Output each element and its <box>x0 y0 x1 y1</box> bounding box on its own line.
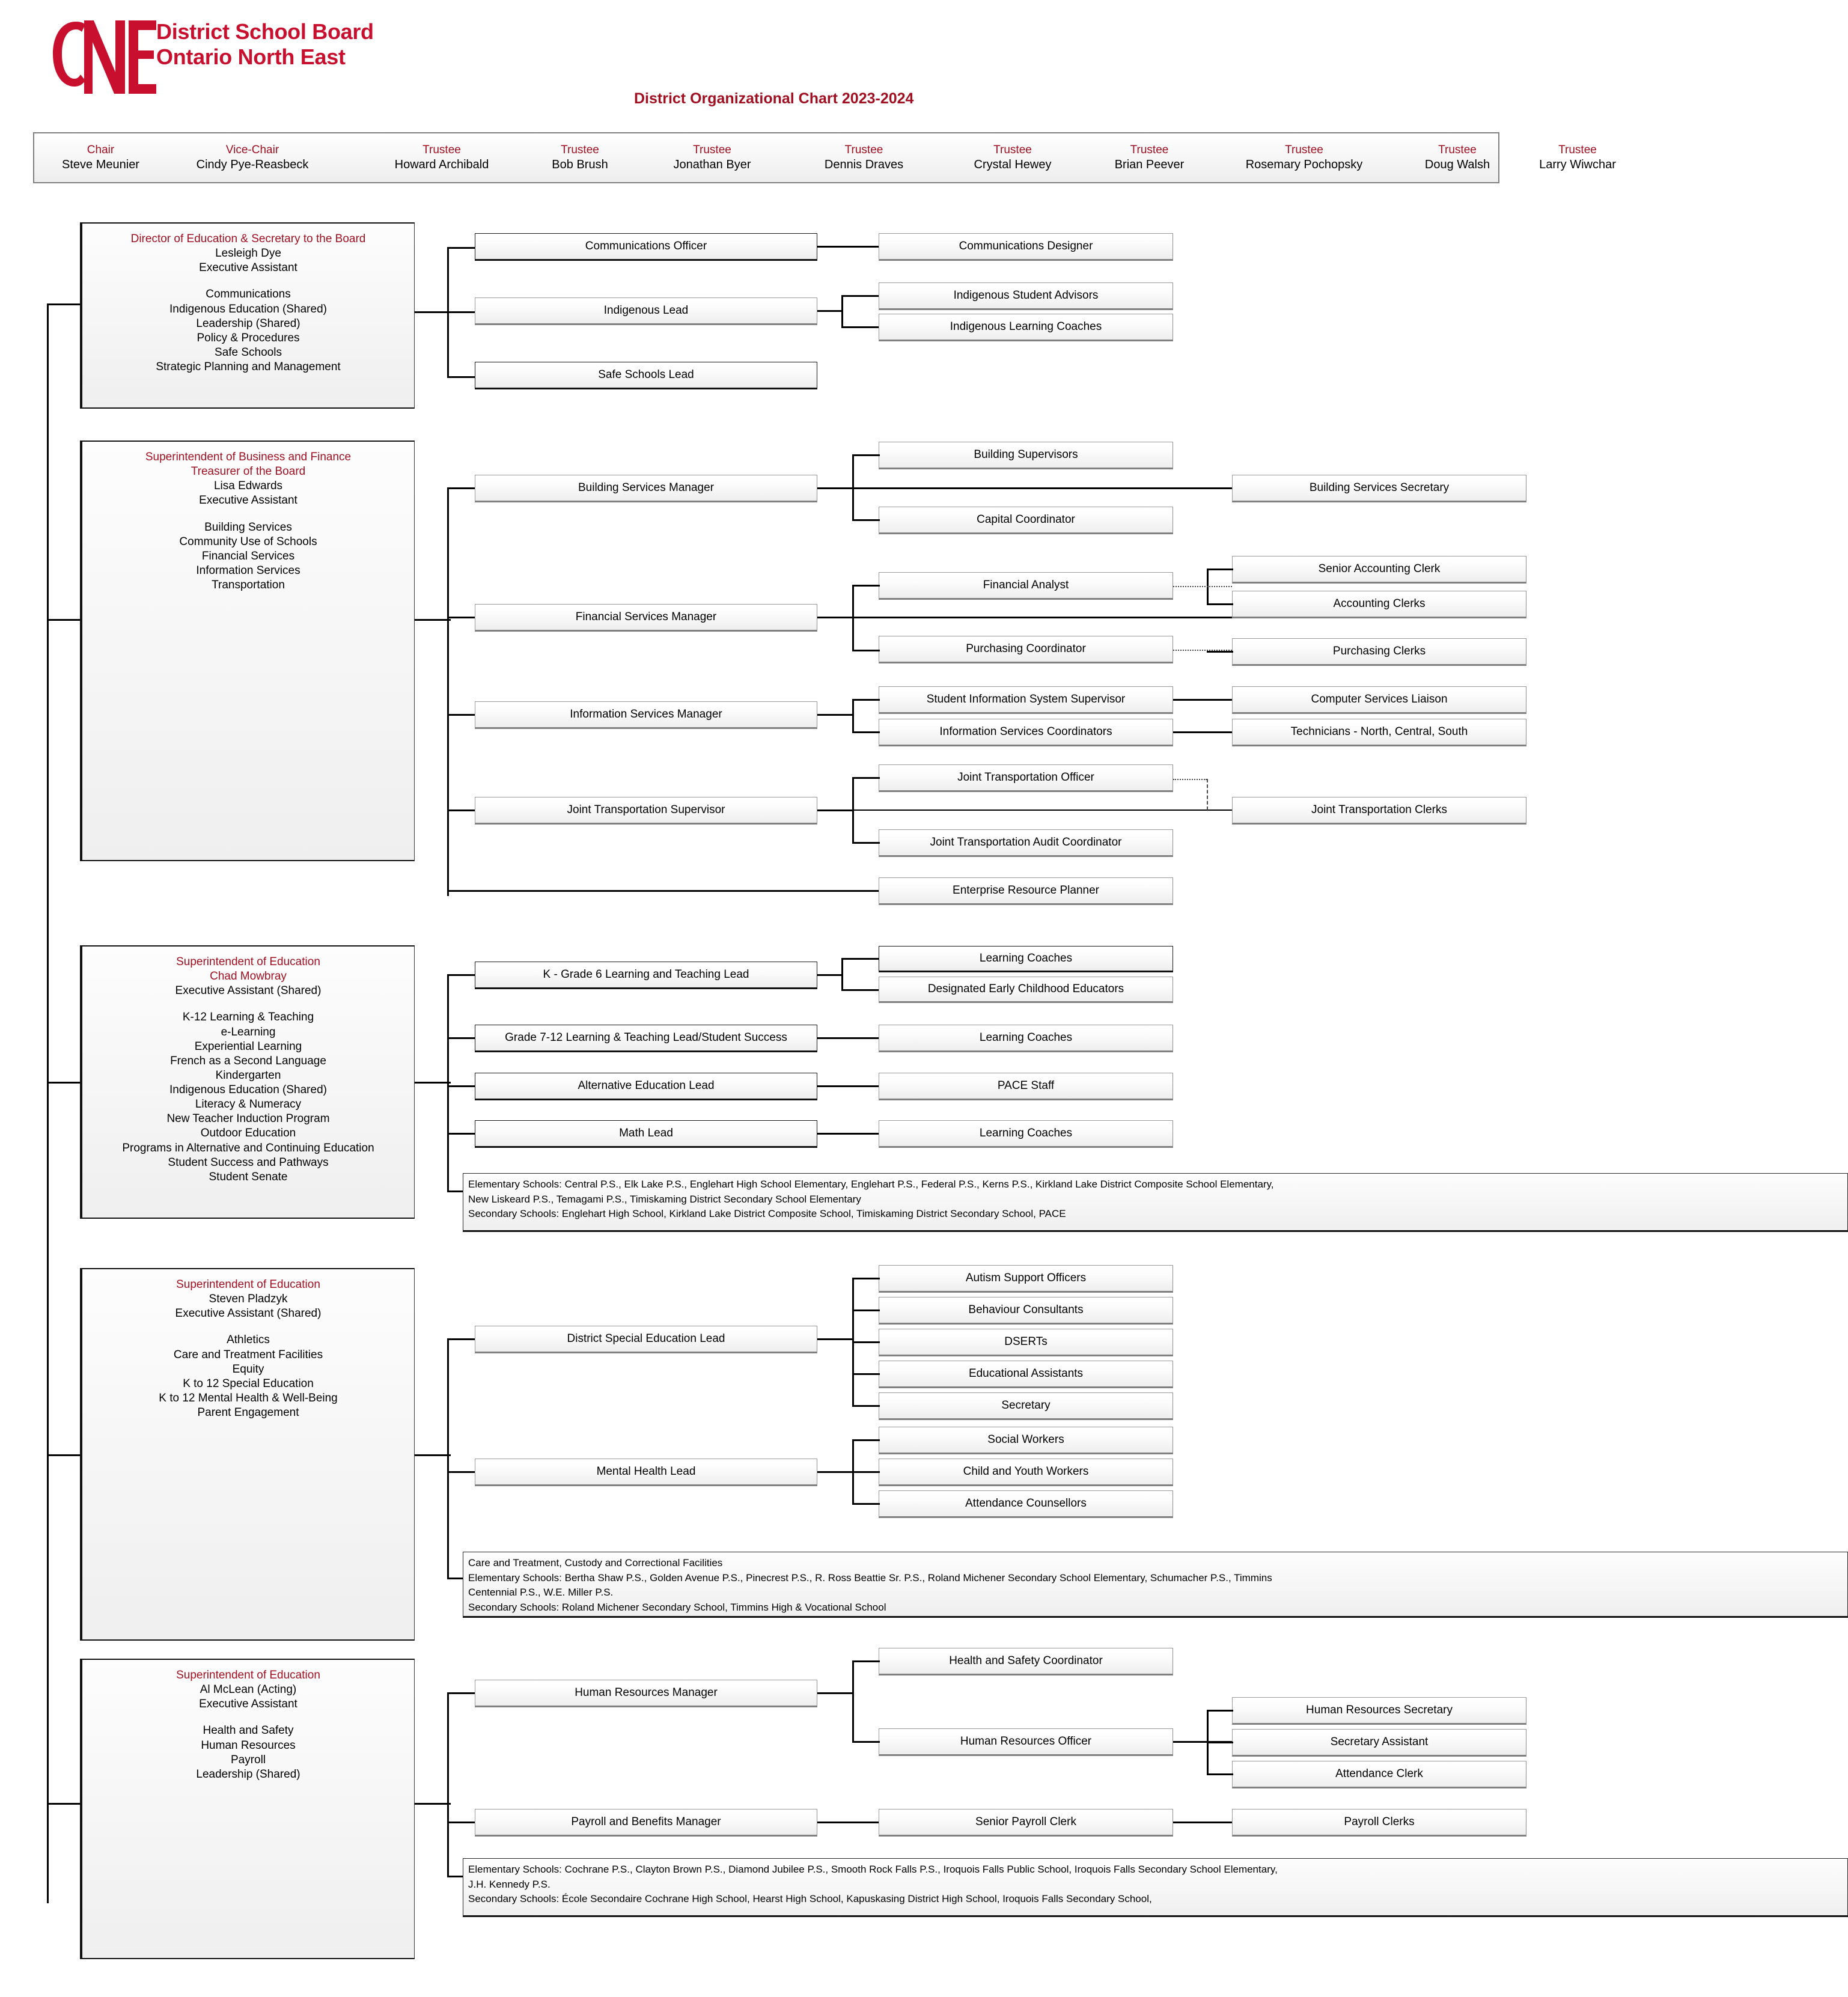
connector-line <box>1207 651 1233 653</box>
superintendent-person: Lisa Edwards <box>213 480 283 493</box>
connector-line <box>447 311 475 313</box>
connector-line <box>817 1037 879 1039</box>
portfolio-item: Programs in Alternative and Continuing Education <box>122 1141 374 1154</box>
connector-line <box>852 699 880 701</box>
node-dserts[interactable]: DSERTs <box>879 1329 1173 1356</box>
node-enterprise-resource-planner[interactable]: Enterprise Resource Planner <box>879 877 1173 905</box>
brand-line-1: District School Board <box>156 19 374 44</box>
portfolio-item: Leadership (Shared) <box>196 317 300 330</box>
superintendent-education-mclean-box[interactable] <box>80 1659 415 1959</box>
node-indigenous-learning-coaches[interactable]: Indigenous Learning Coaches <box>879 314 1173 341</box>
connector-line <box>47 1454 80 1456</box>
connector-line <box>447 1085 475 1087</box>
node-human-resources-officer[interactable]: Human Resources Officer <box>879 1728 1173 1756</box>
trustee-role: Trustee <box>1438 144 1477 157</box>
node-information-services-manager[interactable]: Information Services Manager <box>475 701 817 729</box>
superintendent-person: Executive Assistant <box>199 261 297 275</box>
connector-line <box>447 1037 475 1039</box>
node-secretary[interactable]: Secretary <box>879 1392 1173 1420</box>
connector-line <box>852 842 880 844</box>
trustee-bar <box>33 132 1616 183</box>
node-child-and-youth-workers[interactable]: Child and Youth Workers <box>879 1459 1173 1486</box>
connector-line <box>1207 1742 1233 1743</box>
trustee-7 <box>953 143 1073 172</box>
trustee-name: Bob Brush <box>552 157 608 171</box>
trustee-8 <box>1094 143 1205 172</box>
school-line-1: Care and Treatment, Custody and Correctional Facilities <box>468 1557 723 1569</box>
portfolio-item: Policy & Procedures <box>197 331 300 344</box>
connector-line <box>817 1692 853 1694</box>
node-mental-health-lead[interactable]: Mental Health Lead <box>475 1459 817 1486</box>
director-of-education-box[interactable] <box>80 222 415 409</box>
school-line-1: Elementary Schools: Central P.S., Elk Lake P.S., Englehart High School Elementary, Englehart P.S., Federal P.S., Kerns P.S., Kirkland Lake District Composite School Elementary, <box>468 1178 1274 1190</box>
connector-line <box>447 974 475 976</box>
school-line-2: Elementary Schools: Bertha Shaw P.S., Golden Avenue P.S., Pinecrest P.S., R. Ross Beattie Sr. P.S., Roland Michener Secondary School Elementary, Schumacher P.S., Timmins <box>468 1572 1272 1584</box>
trustee-6 <box>799 143 929 172</box>
node-human-resources-secretary[interactable]: Human Resources Secretary <box>1232 1697 1526 1725</box>
trustee-3 <box>373 143 511 172</box>
superintendent-person: Executive Assistant (Shared) <box>175 1307 322 1320</box>
portfolio-item: Health and Safety <box>203 1724 294 1737</box>
trustee-name: Doug Walsh <box>1424 157 1490 171</box>
connector-line <box>817 1822 879 1823</box>
superintendent-title: Superintendent of Education <box>176 1669 320 1681</box>
connector-line <box>447 1191 463 1192</box>
node-joint-transportation-clerks[interactable]: Joint Transportation Clerks <box>1232 797 1526 825</box>
node-k-grade6-learning-teaching-lead[interactable]: K - Grade 6 Learning and Teaching Lead <box>475 962 817 989</box>
school-line-3: Secondary Schools: Englehart High School, Kirkland Lake District Composite School, Timiskaming District Secondary School, PACE <box>468 1208 1066 1220</box>
connector-line <box>852 1660 854 1742</box>
node-purchasing-clerks[interactable]: Purchasing Clerks <box>1232 638 1526 666</box>
connector-line <box>817 974 841 976</box>
trustee-name: Steve Meunier <box>62 157 139 171</box>
node-communications-officer[interactable]: Communications Officer <box>475 233 817 261</box>
mclean-schools-list <box>463 1858 1848 1917</box>
connector-line <box>852 650 880 651</box>
superintendent-person: Lesleigh Dye <box>215 247 281 260</box>
portfolio-item: Student Success and Pathways <box>168 1156 329 1169</box>
node-capital-coordinator[interactable]: Capital Coordinator <box>879 507 1173 534</box>
connector-line <box>447 1692 449 1876</box>
superintendent-title: Chad Mowbray <box>210 970 287 983</box>
portfolio-item: K to 12 Mental Health & Well-Being <box>159 1391 338 1404</box>
node-accounting-clerks[interactable]: Accounting Clerks <box>1232 591 1526 618</box>
trustee-role: Trustee <box>693 144 731 157</box>
portfolio-item: Leadership (Shared) <box>196 1767 300 1781</box>
connector-line <box>447 1133 475 1135</box>
superintendent-title: Treasurer of the Board <box>191 465 306 478</box>
portfolio-item: Equity <box>232 1362 264 1376</box>
node-safe-schools-lead[interactable]: Safe Schools Lead <box>475 362 817 389</box>
portfolio-item: Parent Engagement <box>197 1406 299 1419</box>
connector-line <box>841 989 879 991</box>
connector-line <box>447 1338 475 1340</box>
portfolio-item: Safe Schools <box>215 346 282 359</box>
trustee-9 <box>1223 143 1385 172</box>
portfolio-item: Indigenous Education (Shared) <box>169 302 327 316</box>
node-learning-coaches-g712[interactable]: Learning Coaches <box>879 1025 1173 1052</box>
connector-line <box>817 1133 879 1135</box>
node-pace-staff[interactable]: PACE Staff <box>879 1073 1173 1100</box>
portfolio-item: Athletics <box>227 1334 270 1347</box>
connector-line <box>817 487 1232 489</box>
connector-line <box>47 1082 80 1084</box>
portfolio-item: Care and Treatment Facilities <box>173 1348 323 1361</box>
node-alternative-education-lead[interactable]: Alternative Education Lead <box>475 1073 817 1100</box>
portfolio-item: Indigenous Education (Shared) <box>169 1084 327 1096</box>
connector-line <box>47 303 80 305</box>
pladzyk-schools-list <box>463 1552 1848 1618</box>
connector-line <box>447 890 879 892</box>
trustee-role: Trustee <box>844 144 883 157</box>
mowbray-schools-list <box>463 1173 1848 1232</box>
board-logo <box>48 17 156 101</box>
connector-line <box>852 1471 880 1473</box>
node-human-resources-manager[interactable]: Human Resources Manager <box>475 1680 817 1707</box>
portfolio-item: Kindergarten <box>215 1069 281 1082</box>
connector-line <box>47 619 80 621</box>
superintendent-education-pladzyk-box[interactable] <box>80 1268 415 1641</box>
connector-line <box>841 295 879 297</box>
connector-line <box>841 295 843 326</box>
connector-line <box>1207 569 1233 570</box>
page-title: District Organizational Chart 2023-2024 <box>634 90 914 107</box>
node-grade7-12-lead-student-success[interactable]: Grade 7-12 Learning & Teaching Lead/Student Success <box>475 1025 817 1052</box>
node-joint-transportation-audit-coordinator[interactable]: Joint Transportation Audit Coordinator <box>879 829 1173 857</box>
portfolio-item: Payroll <box>230 1753 266 1766</box>
connector-line <box>1207 1710 1233 1712</box>
portfolio-item: Information Services <box>196 564 300 577</box>
node-payroll-and-benefits-manager[interactable]: Payroll and Benefits Manager <box>475 1809 817 1837</box>
connector-line <box>841 958 843 989</box>
connector-line <box>852 1405 880 1407</box>
node-secretary-assistant[interactable]: Secretary Assistant <box>1232 1729 1526 1757</box>
dotted-connector <box>1173 586 1232 587</box>
node-autism-support-officers[interactable]: Autism Support Officers <box>879 1265 1173 1293</box>
brand-line-2: Ontario North East <box>156 44 346 69</box>
portfolio-item: K to 12 Special Education <box>183 1377 314 1390</box>
node-senior-payroll-clerk[interactable]: Senior Payroll Clerk <box>879 1809 1173 1837</box>
superintendent-person: Al McLean (Acting) <box>200 1683 297 1697</box>
connector-line <box>1207 1773 1233 1775</box>
node-financial-services-manager[interactable]: Financial Services Manager <box>475 604 817 632</box>
school-line-2: New Liskeard P.S., Temagami P.S., Timiskaming District Secondary School Elementary <box>468 1193 861 1205</box>
node-information-services-coordinators[interactable]: Information Services Coordinators <box>879 719 1173 746</box>
dotted-connector <box>1173 779 1207 780</box>
portfolio-item: Financial Services <box>201 549 295 563</box>
node-district-special-education-lead[interactable]: District Special Education Lead <box>475 1326 817 1353</box>
connector-line <box>852 585 880 587</box>
trustee-name: Dennis Draves <box>824 157 904 171</box>
node-joint-transportation-officer[interactable]: Joint Transportation Officer <box>879 764 1173 792</box>
connector-line <box>817 310 841 312</box>
connector-line <box>447 1692 475 1694</box>
node-payroll-clerks[interactable]: Payroll Clerks <box>1232 1809 1526 1837</box>
connector-line <box>852 1278 880 1279</box>
connector-line <box>817 246 879 248</box>
node-attendance-counsellors[interactable]: Attendance Counsellors <box>879 1490 1173 1518</box>
node-learning-coaches-k6[interactable]: Learning Coaches <box>879 946 1173 972</box>
superintendent-title: Director of Education & Secretary to the Board <box>130 233 366 245</box>
node-indigenous-student-advisors[interactable]: Indigenous Student Advisors <box>879 282 1173 310</box>
connector-line <box>852 731 880 733</box>
connector-line <box>817 1471 853 1473</box>
node-health-and-safety-coordinator[interactable]: Health and Safety Coordinator <box>879 1648 1173 1675</box>
node-educational-assistants[interactable]: Educational Assistants <box>879 1361 1173 1388</box>
connector-line <box>852 1503 880 1505</box>
connector-line <box>47 1803 80 1805</box>
portfolio-item: Experiential Learning <box>194 1040 302 1053</box>
connector-line <box>1173 699 1232 701</box>
connector-line <box>852 699 854 733</box>
connector-line <box>415 1454 451 1456</box>
node-senior-accounting-clerk[interactable]: Senior Accounting Clerk <box>1232 556 1526 584</box>
connector-line <box>447 1578 463 1579</box>
connector-line <box>817 809 1232 811</box>
connector-line <box>415 619 451 621</box>
node-purchasing-coordinator[interactable]: Purchasing Coordinator <box>879 636 1173 663</box>
trustee-role: Trustee <box>1558 144 1597 157</box>
trustee-1 <box>39 143 162 172</box>
school-line-4: Secondary Schools: Roland Michener Secondary School, Timmins High & Vocational School <box>468 1601 886 1613</box>
connector-line <box>415 1082 451 1084</box>
superintendent-education-mowbray-box[interactable] <box>80 945 415 1219</box>
node-building-supervisors[interactable]: Building Supervisors <box>879 442 1173 469</box>
connector-line <box>817 617 1232 618</box>
dotted-connector <box>1207 779 1208 810</box>
node-behaviour-consultants[interactable]: Behaviour Consultants <box>879 1297 1173 1325</box>
connector-line <box>447 1822 475 1823</box>
node-indigenous-lead[interactable]: Indigenous Lead <box>475 297 817 325</box>
trustee-role: Chair <box>87 144 115 157</box>
portfolio-item: Strategic Planning and Management <box>156 361 341 373</box>
superintendent-person: Executive Assistant <box>199 1698 297 1711</box>
brand-wordmark <box>156 19 577 70</box>
trustee-name: Larry Wiwchar <box>1539 157 1616 171</box>
portfolio-item: Outdoor Education <box>200 1127 296 1140</box>
node-building-services-manager[interactable]: Building Services Manager <box>475 475 817 502</box>
connector-line <box>852 1660 880 1662</box>
node-social-workers[interactable]: Social Workers <box>879 1427 1173 1454</box>
connector-line <box>852 1373 880 1375</box>
connector-line <box>817 1085 879 1087</box>
superintendent-person: Executive Assistant <box>199 494 297 507</box>
dotted-connector <box>1173 650 1232 651</box>
portfolio-item: Transportation <box>212 579 285 591</box>
connector-line <box>447 487 475 489</box>
node-math-lead[interactable]: Math Lead <box>475 1120 817 1148</box>
connector-line <box>447 247 475 249</box>
portfolio-item: French as a Second Language <box>170 1054 326 1067</box>
trustee-name: Rosemary Pochopsky <box>1245 157 1363 171</box>
superintendent-title: Superintendent of Business and Finance <box>145 451 352 463</box>
connector-line <box>852 1309 880 1311</box>
portfolio-item: Communications <box>206 288 291 301</box>
connector-line <box>447 376 475 378</box>
portfolio-item: New Teacher Induction Program <box>166 1112 330 1126</box>
connector-line <box>447 1471 475 1473</box>
node-joint-transportation-supervisor[interactable]: Joint Transportation Supervisor <box>475 797 817 825</box>
connector-line <box>1173 731 1232 733</box>
trustee-role: Trustee <box>1130 144 1169 157</box>
node-designated-early-childhood-educators[interactable]: Designated Early Childhood Educators <box>879 977 1173 1003</box>
superintendent-title: Superintendent of Education <box>176 1278 320 1291</box>
superintendent-business-finance-box[interactable] <box>80 441 415 861</box>
connector-line <box>852 777 880 779</box>
connector-line <box>447 487 449 896</box>
connector-line <box>852 1439 880 1441</box>
school-line-3: Secondary Schools: École Secondaire Cochrane High School, Hearst High School, Kapuskasing District High School, Iroquois Falls Secondary School, <box>468 1893 1152 1905</box>
trustee-2 <box>177 143 328 172</box>
portfolio-item: Literacy & Numeracy <box>195 1098 302 1111</box>
connector-line <box>852 454 880 456</box>
trustee-11 <box>1523 143 1632 172</box>
trustee-role: Trustee <box>1285 144 1323 157</box>
trustee-name: Crystal Hewey <box>974 157 1052 171</box>
connector-line <box>841 958 879 960</box>
trustee-role: Vice-Chair <box>225 144 279 157</box>
portfolio-item: Student Senate <box>209 1170 288 1183</box>
connector-line <box>447 809 475 811</box>
trustee-role: Trustee <box>422 144 461 157</box>
trustee-role: Trustee <box>993 144 1032 157</box>
connector-line <box>447 1876 463 1877</box>
portfolio-item: K-12 Learning & Teaching <box>182 1011 314 1024</box>
trustee-name: Howard Archibald <box>394 157 489 171</box>
node-learning-coaches-math[interactable]: Learning Coaches <box>879 1120 1173 1148</box>
connector-line <box>817 714 853 716</box>
connector-line <box>447 974 449 1191</box>
connector-line <box>415 1803 451 1805</box>
school-line-1: Elementary Schools: Cochrane P.S., Clayton Brown P.S., Diamond Jubilee P.S., Smooth Rock Falls P.S., Iroquois Falls Public School, Iroquois Falls Secondary School Elementary, <box>468 1864 1278 1875</box>
school-line-2: J.H. Kennedy P.S. <box>468 1878 550 1890</box>
trustee-4 <box>532 143 628 172</box>
superintendent-title: Superintendent of Education <box>176 956 320 968</box>
superintendent-person: Executive Assistant (Shared) <box>175 984 322 998</box>
trustee-10 <box>1406 143 1508 172</box>
connector-line <box>447 617 475 618</box>
connector-line <box>817 1338 853 1340</box>
trustee-5 <box>649 143 775 172</box>
connector-line <box>852 519 880 521</box>
node-technicians-north-central-south[interactable]: Technicians - North, Central, South <box>1232 719 1526 746</box>
superintendent-person: Steven Pladzyk <box>209 1293 288 1306</box>
portfolio-item: Building Services <box>204 520 292 534</box>
trustee-name: Brian Peever <box>1114 157 1185 171</box>
portfolio-item: Human Resources <box>201 1739 296 1752</box>
node-student-information-system-supervisor[interactable]: Student Information System Supervisor <box>879 686 1173 714</box>
trustee-name: Jonathan Byer <box>673 157 751 171</box>
connector-line <box>852 1741 880 1743</box>
school-line-3: Centennial P.S., W.E. Miller P.S. <box>468 1587 614 1599</box>
node-attendance-clerk[interactable]: Attendance Clerk <box>1232 1761 1526 1788</box>
connector-line <box>47 303 49 1903</box>
node-communications-designer[interactable]: Communications Designer <box>879 233 1173 261</box>
portfolio-item: Community Use of Schools <box>179 535 317 548</box>
portfolio-item: e-Learning <box>221 1025 276 1038</box>
connector-line <box>841 326 879 328</box>
node-building-services-secretary[interactable]: Building Services Secretary <box>1232 475 1526 502</box>
connector-line <box>447 714 475 716</box>
connector-line <box>447 1338 449 1579</box>
connector-line <box>1173 1822 1232 1823</box>
connector-line <box>1207 603 1233 605</box>
node-computer-services-liaison[interactable]: Computer Services Liaison <box>1232 686 1526 714</box>
trustee-name: Cindy Pye-Reasbeck <box>196 157 309 171</box>
connector-line <box>852 1341 880 1343</box>
trustee-role: Trustee <box>561 144 599 157</box>
node-financial-analyst[interactable]: Financial Analyst <box>879 572 1173 600</box>
